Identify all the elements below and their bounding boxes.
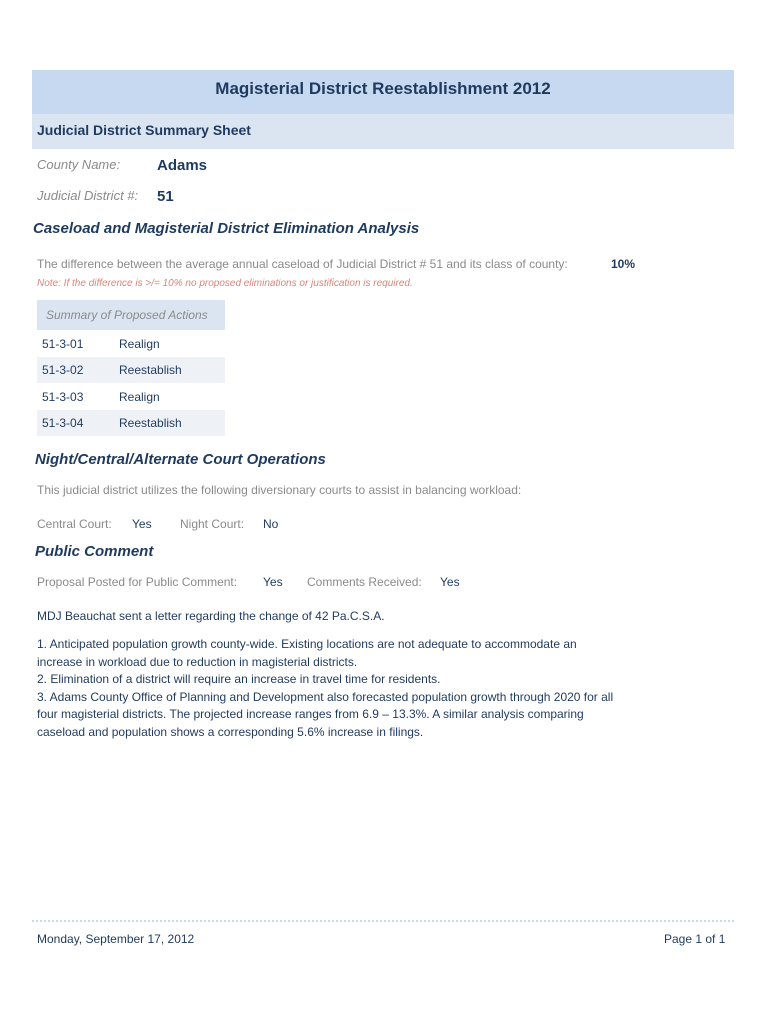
proposed-action: Realign [119,337,160,351]
caseload-heading: Caseload and Magisterial District Elimination Analysis [33,220,420,237]
received-label: Comments Received: [307,575,422,589]
district-code: 51-3-01 [42,337,84,351]
posted-value: Yes [263,575,283,589]
comment-line: 1. Anticipated population growth county-wide. Existing locations are not adequate to accommodate an [37,637,577,651]
footer-date: Monday, September 17, 2012 [37,932,195,946]
district-code: 51-3-04 [42,416,84,430]
night-court-label: Night Court: [180,517,245,531]
county-name-label: County Name: [37,157,121,172]
comment-summary: MDJ Beauchat sent a letter regarding the change of 42 Pa.C.S.A. [37,609,385,623]
judicial-district-value: 51 [157,188,174,205]
night-court-value: No [263,517,279,531]
comment-line: four magisterial districts. The projected increase ranges from 6.9 – 13.3%. A similar analysis comparing [37,707,584,721]
table-row [37,410,225,436]
table-row [37,331,225,357]
proposed-action: Reestablish [119,416,182,430]
comment-points [37,636,697,741]
court-ops-intro: This judicial district utilizes the following diversionary courts to assist in balancing workload: [37,483,522,497]
page-subtitle: Judicial District Summary Sheet [37,122,251,138]
footer-page-number: Page 1 of 1 [664,932,726,946]
district-code: 51-3-02 [42,363,84,377]
district-code: 51-3-03 [42,390,84,404]
proposed-action: Realign [119,390,160,404]
table-row [37,384,225,410]
received-value: Yes [440,575,460,589]
proposed-action: Reestablish [119,363,182,377]
court-ops-heading: Night/Central/Alternate Court Operations [35,451,326,468]
central-court-label: Central Court: [37,517,112,531]
comment-line: caseload and population shows a corresponding 5.6% increase in filings. [37,724,424,739]
caseload-note: Note: If the difference is >/= 10% no proposed eliminations or justification is required. [37,278,413,289]
difference-text: The difference between the average annual caseload of Judicial District # 51 and its class of county: [37,257,568,271]
actions-table-header: Summary of Proposed Actions [37,300,225,330]
posted-label: Proposal Posted for Public Comment: [37,575,238,589]
central-court-value: Yes [132,517,152,531]
comment-line: 2. Elimination of a district will require an increase in travel time for residents. [37,672,441,686]
page-title: Magisterial District Reestablishment 2012 [32,70,734,114]
county-name-value: Adams [157,157,208,174]
table-row [37,357,225,383]
judicial-district-label: Judicial District #: [37,188,139,203]
comment-line: increase in workload due to reduction in magisterial districts. [37,654,358,669]
subtitle-bar [32,114,734,149]
footer-divider [32,920,734,922]
comment-line: 3. Adams County Office of Planning and Development also forecasted population growth through 2020 for all [37,689,614,704]
difference-value: 10% [611,257,636,271]
public-comment-heading: Public Comment [35,543,154,560]
